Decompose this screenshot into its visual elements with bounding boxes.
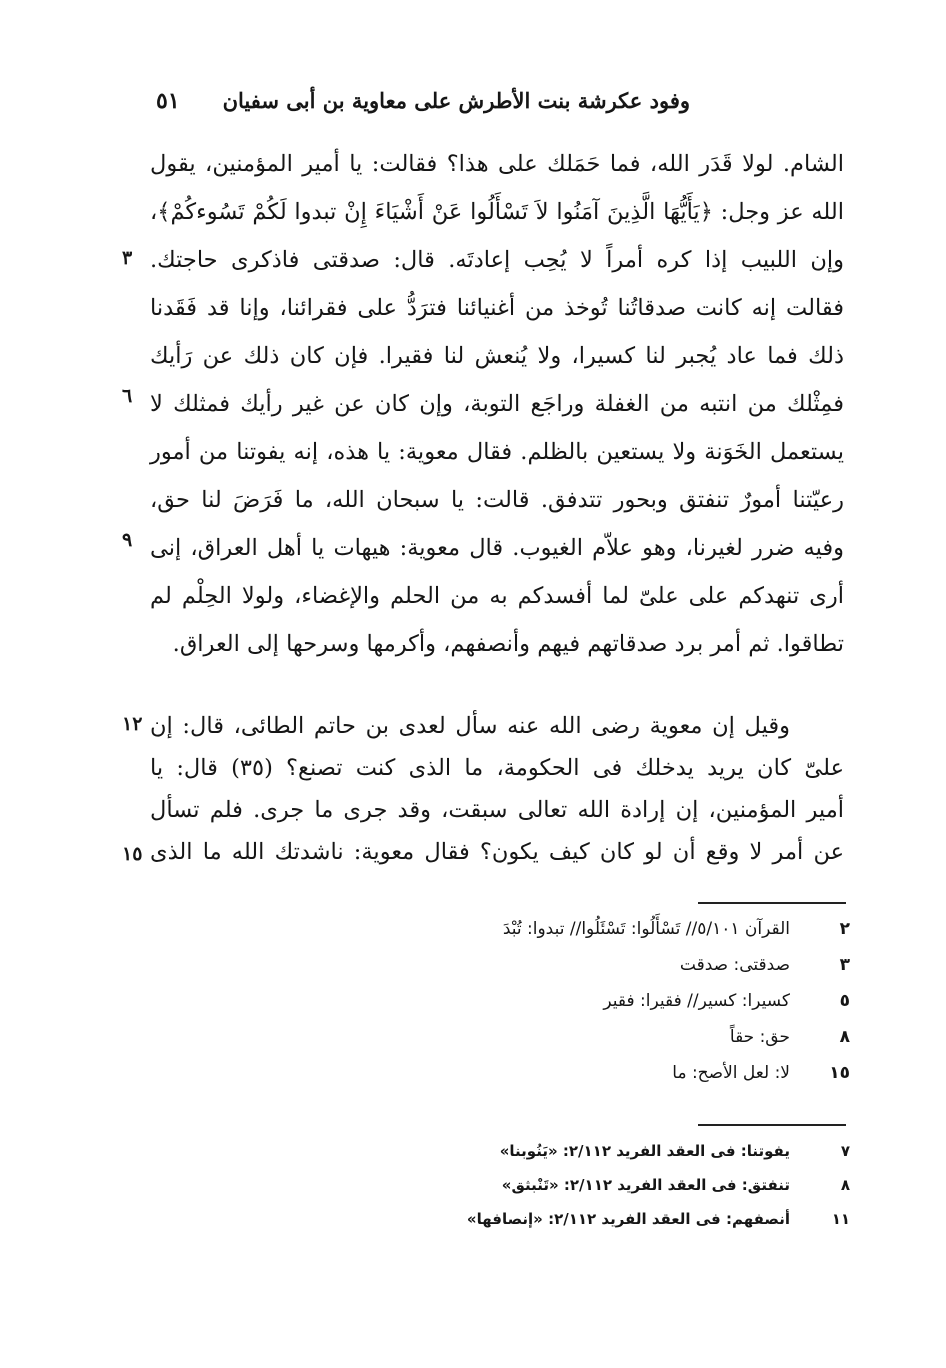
text-line: وفيه ضرر لغيرنا، وهو علاّم الغيوب. قال معوية: هيهات يا أهل العراق، إنى — [150, 535, 844, 561]
page-number: ٥١ — [156, 88, 180, 114]
apparatus-line-ref: ٧ — [840, 1142, 850, 1160]
apparatus-line-ref: ١٥ — [829, 1063, 850, 1083]
text-line: ذلك فما عاد يُجبر لنا كسيرا، ولا يُنعش لنا فقيرا. فإن كان ذلك عن رَأيك — [150, 343, 844, 369]
apparatus-line-ref: ٢ — [839, 919, 850, 939]
apparatus-entry — [130, 914, 850, 944]
apparatus-text: تنفتق: فى العقد الفريد ٢/١١٢: «تَنْبثق» — [501, 1176, 790, 1194]
apparatus-rule — [698, 902, 846, 904]
line-number: ٣ — [122, 247, 133, 269]
text-line: أرى تنهدكم على علىّ لما أفسدكم به من الحلم والإغضاء، ولولا الحِلْم لم — [150, 583, 844, 609]
line-number: ٩ — [122, 529, 133, 551]
apparatus-text: أنصفهم: فى العقد الفريد ٢/١١٢: «إنصافها» — [466, 1210, 790, 1228]
text-line: فمِثْلك من انتبه من الغفلة وراجَع التوبة، وإن كان عن غير رأيك فمثلك لا — [150, 391, 844, 417]
apparatus-entry — [130, 950, 850, 980]
apparatus-entry — [130, 1058, 850, 1088]
text-line: الله عز وجل: ﴿يَأَيُّهَا الَّذِينَ آمَنُوا لاَ تَسْأَلُوا عَنْ أَشْيَاءَ إِنْ تبدوا لَكُمْ تَسُوءكُمْ﴾، — [150, 199, 844, 225]
text-line: يستعمل الخَوَنة ولا يستعين بالظلم. فقال معوية: يا هذه، إنه يفوتنا من أمور — [150, 439, 844, 465]
page-header — [150, 86, 690, 122]
apparatus-line-ref: ١١ — [831, 1210, 850, 1228]
apparatus-text: القرآن ٥/١٠١// تَسْأَلُوا: تَسْئَلُوا// تبدوا: تُبْدَ — [502, 919, 790, 939]
apparatus-line-ref: ٣ — [839, 955, 850, 975]
text-line: علىّ كان يريد يدخلك فى الحكومة، ما الذى كنت تصنع؟ (٣٥) قال: يا — [150, 755, 844, 781]
text-line: تطاقوا. ثم أمر برد صدقاتهم فيهم وأنصفهم، وأكرمها وسرحها إلى العراق. — [172, 631, 844, 657]
apparatus-entry — [130, 1206, 850, 1236]
apparatus-line-ref: ٨ — [840, 1176, 850, 1194]
apparatus-line-ref: ٥ — [839, 991, 850, 1011]
apparatus-text: يفوتنا: فى العقد الفريد ٢/١١٢: «يَنُوبنا» — [499, 1142, 790, 1160]
line-number: ١٢ — [122, 713, 143, 735]
running-title: وفود عكرشة بنت الأطرش على معاوية بن أبى سفيان — [222, 88, 690, 113]
apparatus-entry — [130, 1172, 850, 1202]
apparatus-line-ref: ٨ — [839, 1027, 850, 1047]
text-line: وإن اللبيب إذا كره أمراً لا يُحِب إعادتَه. قال: صدقتى فاذكرى حاجتك. — [150, 247, 844, 273]
text-line: فقالت إنه كانت صدقاتُنا تُوخذ من أغنيائنا فترَدُّ على فقرائنا، وإنا قد فَقَدنا — [150, 295, 844, 321]
text-line: عن أمر لا وقع أن لو كان كيف يكون؟ فقال معوية: ناشدتك الله ما الذى — [150, 839, 844, 865]
apparatus-entry — [130, 1022, 850, 1052]
apparatus-entry — [130, 986, 850, 1016]
text-line: الشام. لولا قَدَر الله، فما حَمَلك على هذا؟ فقالت: يا أمير المؤمنين، يقول — [150, 151, 844, 177]
text-line: وقيل إن معوية رضى الله عنه سأل لعدى بن حاتم الطائى، قال: إن — [150, 713, 790, 739]
apparatus-rule — [698, 1124, 846, 1126]
apparatus-text: حق: حقاً — [729, 1027, 790, 1047]
apparatus-entry — [130, 1138, 850, 1168]
apparatus-text: صدقتى: صدقت — [679, 955, 790, 975]
line-number: ٦ — [122, 385, 133, 407]
text-line: رعيّتنا أمورٌ تنفتق وبحور تتدفق. قالت: يا سبحان الله، ما فَرَضَ لنا حق، — [150, 487, 844, 513]
text-line: أمير المؤمنين، إن إرادة الله تعالى سبقت، وقد جرى ما جرى. فلم تسأل — [150, 797, 844, 823]
apparatus-text: كسيرا: كسير// فقيرا: فقير — [603, 991, 790, 1011]
apparatus-text: لا: لعل الأصح: ما — [672, 1063, 790, 1083]
line-number: ١٥ — [122, 843, 143, 865]
